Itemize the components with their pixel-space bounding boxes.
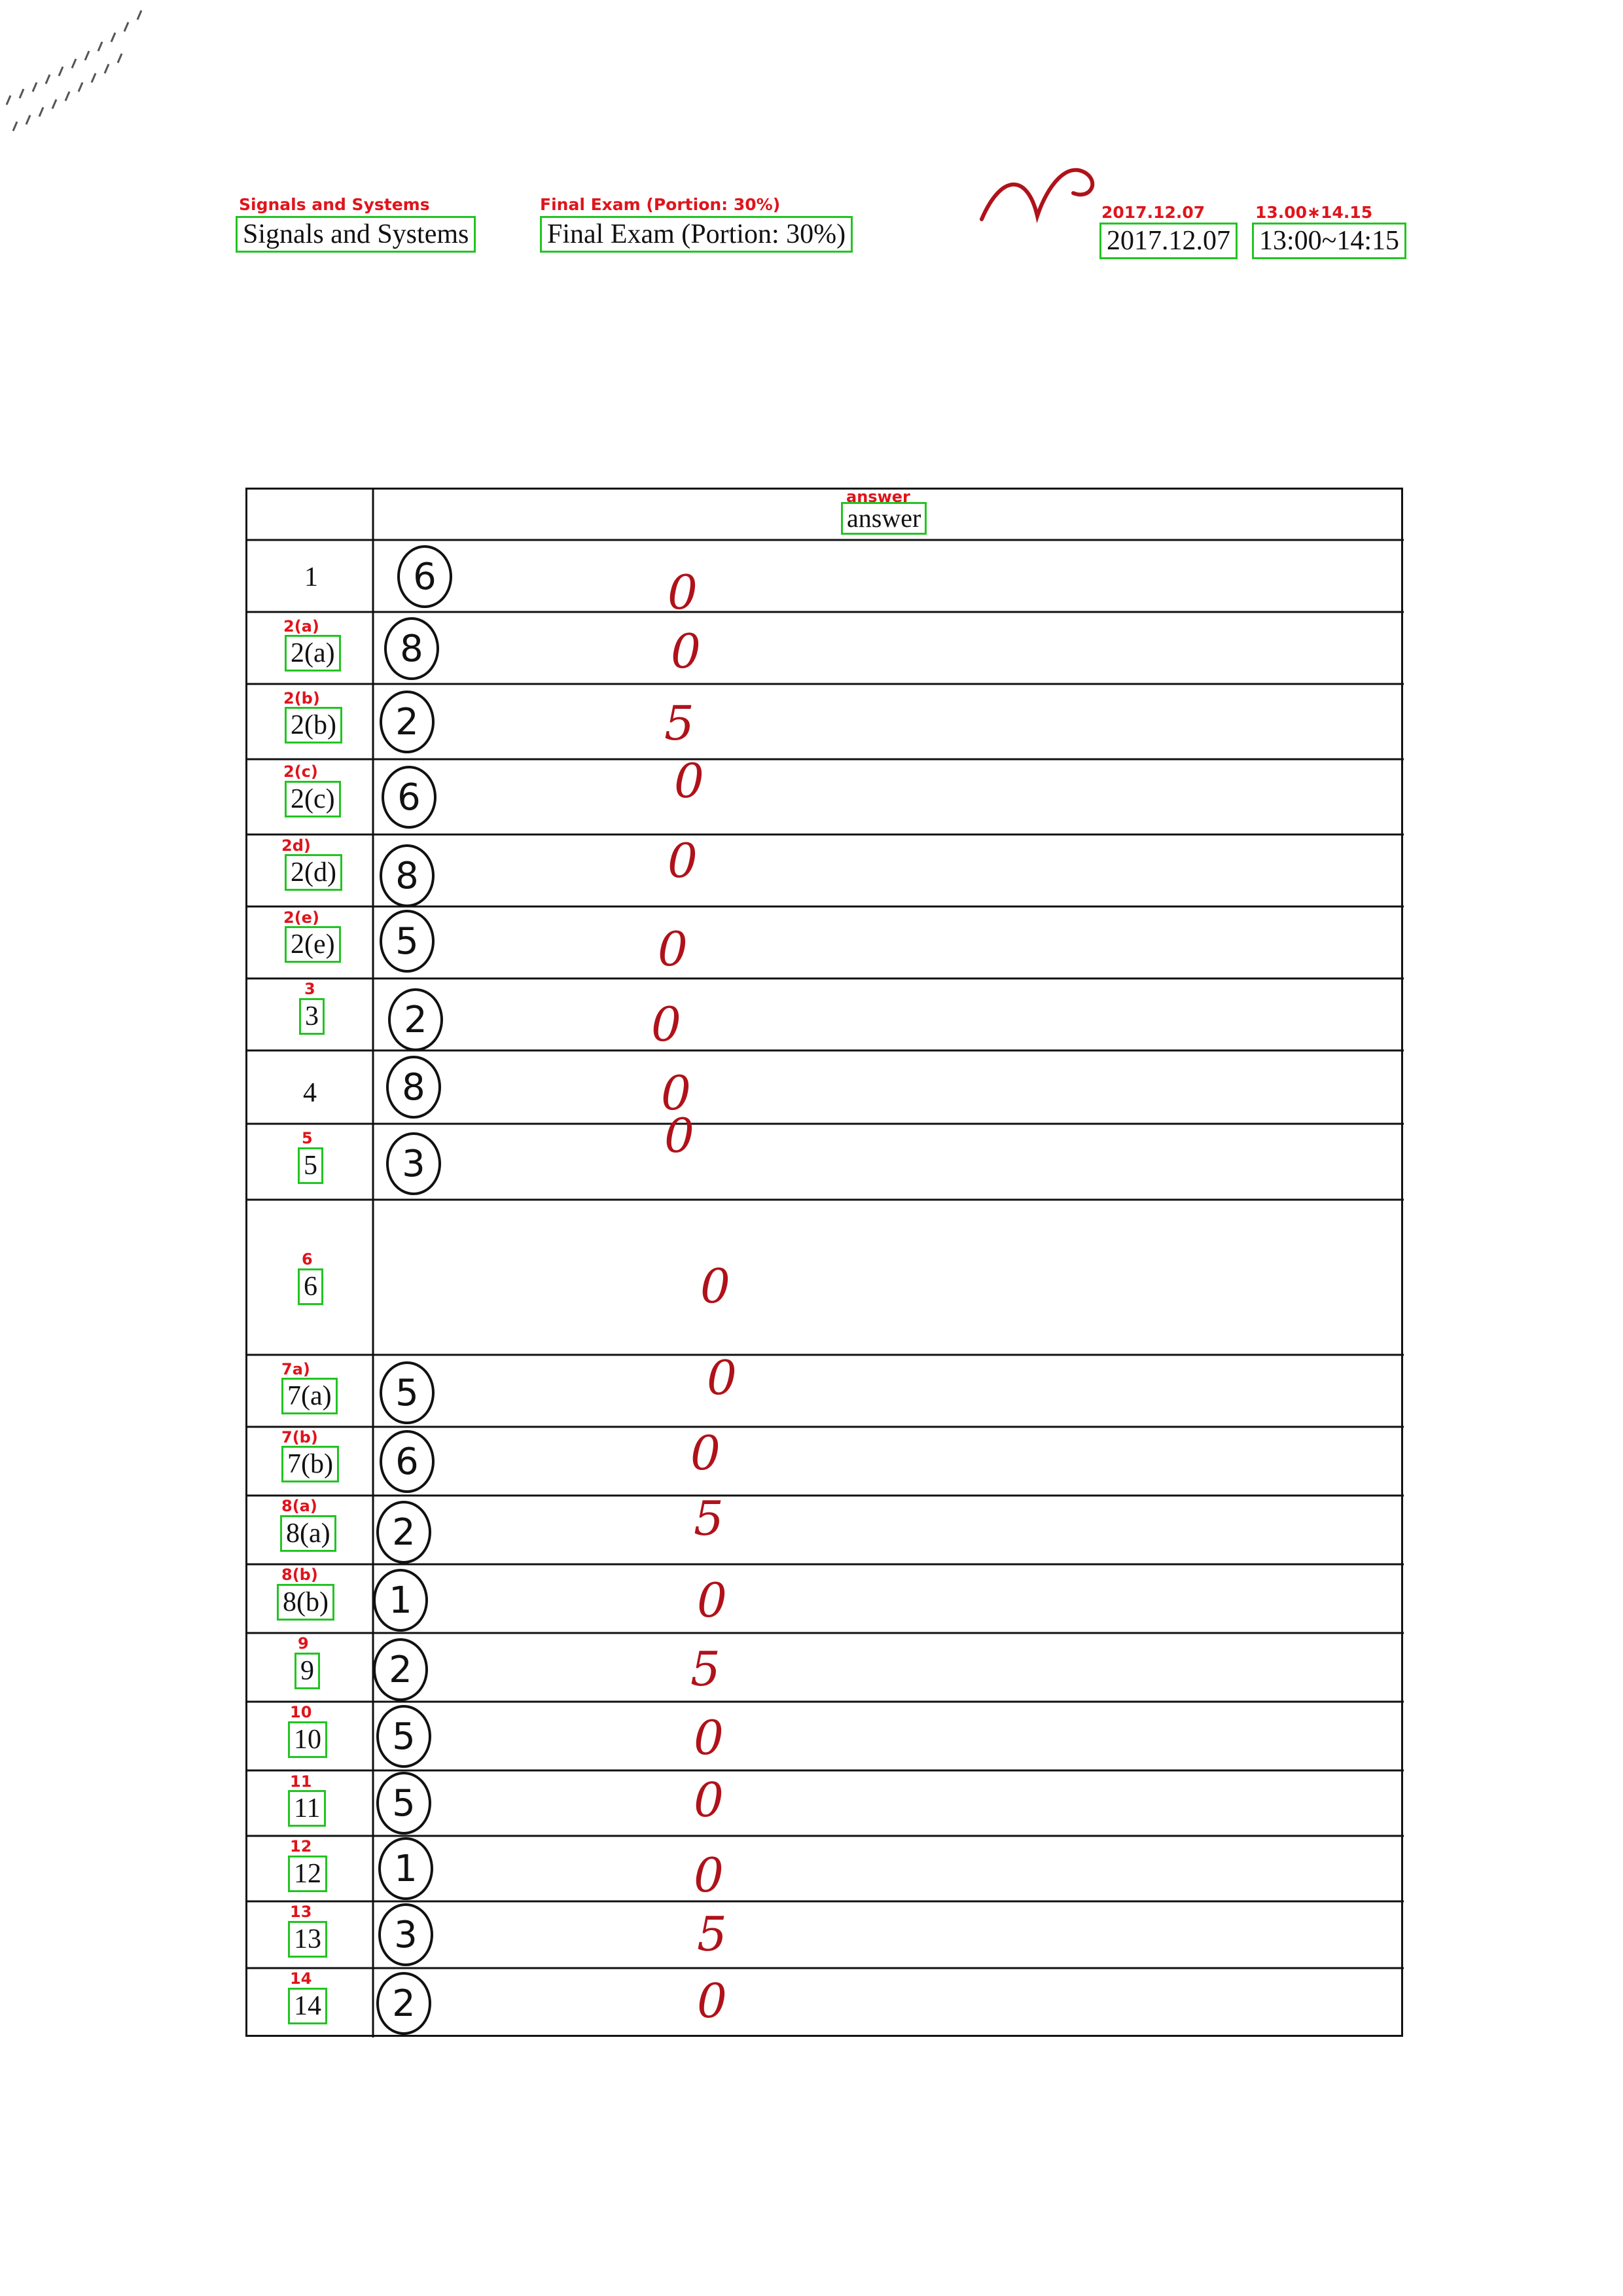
row-annotation: 3	[304, 980, 315, 998]
grading-score: 0	[668, 833, 698, 888]
row-label: 2(e)	[285, 926, 341, 963]
circled-mark: 5	[380, 910, 435, 973]
grading-score: 5	[694, 1491, 724, 1546]
answer-column-header: answer	[841, 502, 927, 535]
row-label: 11	[288, 1790, 326, 1827]
circled-mark: 2	[373, 1638, 428, 1701]
circled-mark: 8	[384, 617, 439, 680]
grader-signature-mark	[975, 147, 1106, 239]
row-annotation: 7a)	[281, 1360, 310, 1378]
circled-mark: 8	[386, 1056, 441, 1119]
circled-mark: 5	[376, 1772, 431, 1835]
grading-score: 5	[690, 1641, 721, 1696]
circled-mark: 2	[376, 1972, 431, 2035]
row-annotation: 13	[290, 1903, 312, 1921]
row-annotation: 12	[290, 1837, 312, 1856]
row-label: 7(a)	[281, 1378, 338, 1414]
grading-score: 0	[694, 1772, 724, 1827]
grading-score: 0	[651, 997, 681, 1052]
row-label: 1	[304, 562, 318, 592]
grading-score: 5	[697, 1907, 727, 1962]
row-label: 14	[288, 1988, 327, 2024]
exam-title: Final Exam (Portion: 30%)	[540, 216, 853, 253]
row-annotation: 8(a)	[281, 1497, 317, 1515]
row-annotation: 2(b)	[283, 689, 320, 708]
row-annotation: 2(a)	[283, 617, 319, 636]
circled-mark: 5	[380, 1361, 435, 1424]
circled-mark: 3	[386, 1132, 441, 1195]
row-annotation: 7(b)	[281, 1428, 318, 1446]
row-annotation: 2(e)	[283, 908, 319, 927]
grading-score: 0	[694, 1710, 724, 1765]
circled-mark: 6	[380, 1430, 435, 1493]
row-label: 5	[298, 1147, 323, 1184]
circled-mark: 2	[380, 691, 435, 753]
grading-score: 0	[700, 1259, 730, 1314]
grading-score: 0	[661, 1066, 691, 1121]
exam-annotation: Final Exam (Portion: 30%)	[540, 195, 781, 214]
grading-score: 0	[697, 1973, 727, 2028]
row-label: 2(a)	[285, 635, 341, 672]
circled-mark: 5	[376, 1705, 431, 1768]
row-label: 2(b)	[285, 707, 342, 744]
row-annotation: 9	[298, 1634, 309, 1653]
row-label: 2(c)	[285, 781, 341, 817]
course-title: Signals and Systems	[236, 216, 476, 253]
grading-score: 0	[690, 1426, 721, 1480]
row-annotation: 14	[290, 1969, 312, 1988]
answer-header-annotation: answer	[846, 488, 910, 506]
row-label: 3	[299, 998, 325, 1035]
grading-score: 5	[664, 696, 694, 751]
time-annotation: 13.00∗14.15	[1255, 203, 1373, 222]
row-label: 7(b)	[281, 1446, 339, 1482]
score-table	[245, 488, 1404, 2037]
grading-score: 0	[697, 1573, 727, 1628]
row-label: 4	[303, 1078, 317, 1108]
row-annotation: 2d)	[281, 836, 311, 855]
row-label: 13	[288, 1921, 327, 1958]
grading-score: 0	[707, 1350, 737, 1405]
grading-score: 0	[668, 565, 698, 620]
circled-mark: 6	[397, 545, 452, 608]
row-label: 2(d)	[285, 854, 342, 891]
grading-score: 0	[671, 624, 701, 679]
circled-mark: 1	[373, 1569, 428, 1632]
row-annotation: 10	[290, 1703, 312, 1721]
circled-mark: 2	[388, 988, 443, 1051]
row-label: 8(a)	[280, 1515, 336, 1552]
row-label: 12	[288, 1856, 327, 1892]
grading-score: 0	[694, 1848, 724, 1903]
date-annotation: 2017.12.07	[1101, 203, 1205, 222]
grading-score: 0	[664, 1108, 694, 1163]
circled-mark: 6	[382, 766, 437, 829]
row-annotation: 8(b)	[281, 1566, 318, 1584]
circled-mark: 3	[378, 1903, 433, 1966]
row-label: 6	[298, 1268, 323, 1305]
circled-mark: 8	[380, 844, 435, 907]
course-annotation: Signals and Systems	[239, 195, 430, 214]
row-annotation: 6	[302, 1250, 313, 1268]
row-annotation: 11	[290, 1772, 312, 1791]
staple-marks	[0, 0, 157, 157]
row-label: 10	[288, 1721, 327, 1758]
grading-score: 0	[674, 753, 704, 808]
circled-mark: 1	[378, 1837, 433, 1900]
row-annotation: 5	[302, 1129, 313, 1147]
row-label: 8(b)	[277, 1584, 334, 1621]
exam-date: 2017.12.07	[1099, 223, 1238, 259]
grading-score: 0	[658, 922, 688, 977]
circled-mark: 2	[376, 1501, 431, 1564]
exam-time: 13:00~14:15	[1252, 223, 1406, 259]
row-label: 9	[294, 1653, 320, 1689]
row-annotation: 2(c)	[283, 762, 318, 781]
